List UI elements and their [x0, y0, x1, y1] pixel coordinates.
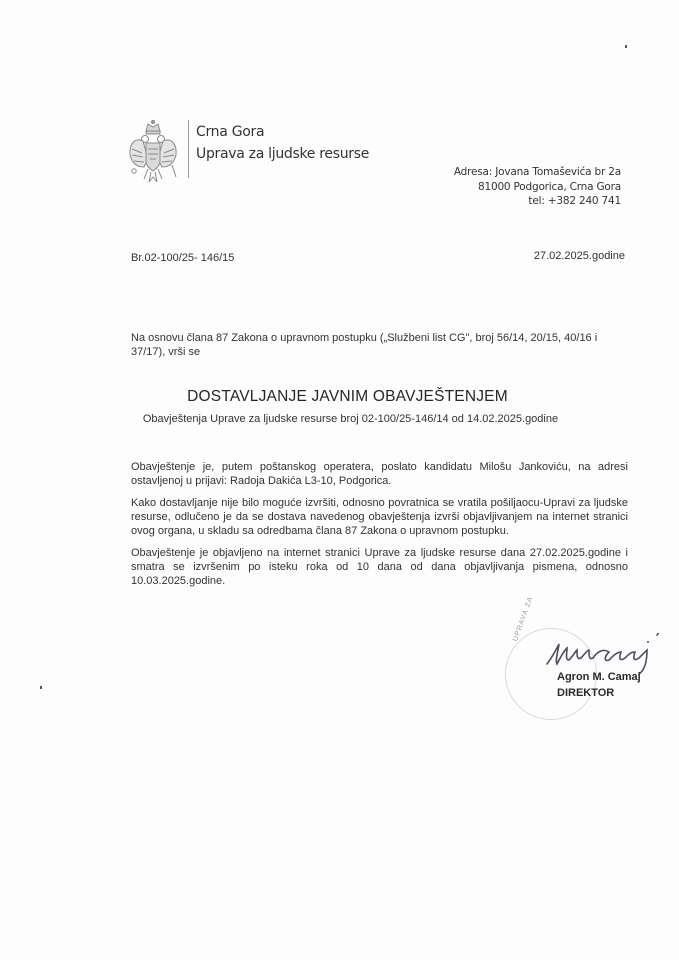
address-block — [454, 165, 621, 209]
organization-name: Uprava za ljudske resurse — [196, 146, 370, 162]
address-line-phone: tel: +382 240 741 — [528, 195, 621, 207]
document-body — [131, 460, 628, 596]
document-title: DOSTAVLJANJE JAVNIM OBAVJEŠTENJEM — [187, 388, 508, 405]
handwritten-signature-icon — [545, 630, 670, 676]
coat-of-arms-icon — [126, 119, 180, 185]
letterhead-divider — [188, 120, 189, 178]
signer-title: DIREKTOR — [557, 687, 615, 699]
document-date: 27.02.2025.godine — [533, 250, 625, 262]
body-paragraph: Obavještenje je, putem poštanskog operatera, poslato kandidatu Milošu Jankoviću, na adresi ostavljenoj u prijavi: Radoja Dakića L3-10, Podgorica. — [131, 461, 628, 487]
document-subtitle: Obavještenja Uprave za ljudske resurse broj 02-100/25-146/14 od 14.02.2025.godine — [142, 413, 559, 425]
address-line-street: Adresa: Jovana Tomaševića br 2a — [453, 166, 621, 178]
country-name: Crna Gora — [196, 124, 265, 140]
stamp-text: UPRAVA ZA — [512, 595, 535, 643]
body-paragraph: Kako dostavljanje nije bilo moguće izvršiti, odnosno povratnica se vratila pošiljaocu-Upravi za ljudske resurse, odlučeno je da se dostava navedenog obavještenja izvrši objavljivanjem na internet stranici ovog organa, u skladu sa odredbama člana 87 Zakona o upravnom postupku. — [131, 497, 628, 537]
scan-speck — [40, 686, 42, 689]
address-line-city: 81000 Podgorica, Crna Gora — [478, 180, 621, 193]
body-paragraph: Obavještenje je objavljeno na internet stranici Uprave za ljudske resurse dana 27.02.2025.godine i smatra se izvršenim po isteku roka od 10 dana od dana objavljivanja pismena, odnosno 10.03.2025.godine. — [131, 547, 628, 587]
signer-name: Agron M. Camaj — [557, 671, 641, 683]
legal-basis-intro: Na osnovu člana 87 Zakona o upravnom postupku („Službeni list CG", broj 56/14, 20/15, 40/16 i 37/17), vrši se — [131, 332, 598, 358]
scan-speck — [625, 45, 627, 48]
reference-number: Br.02-100/25- 146/15 — [131, 252, 235, 264]
